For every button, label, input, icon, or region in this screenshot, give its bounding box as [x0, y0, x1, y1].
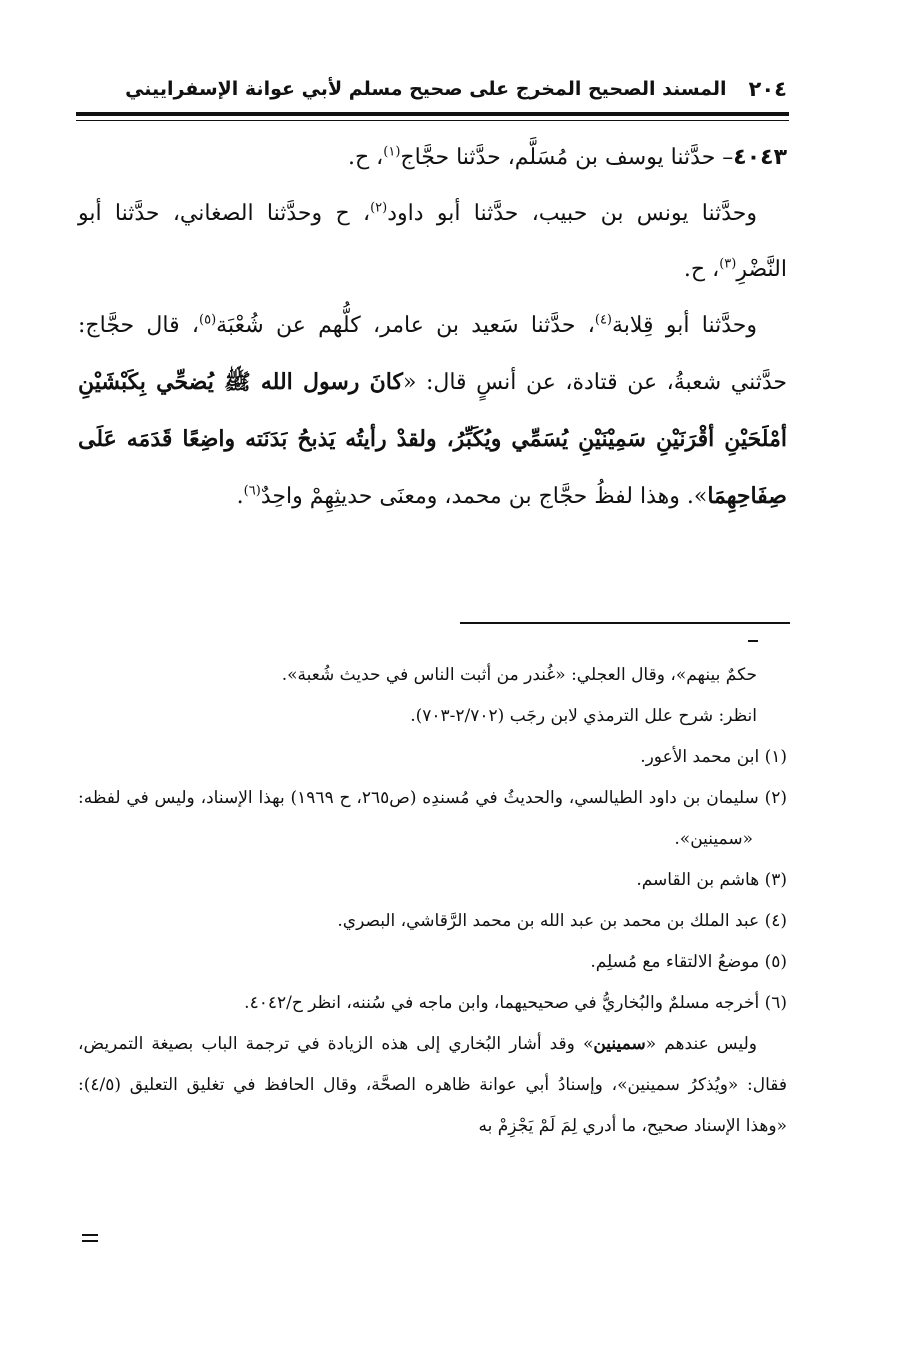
footnote-2: (٢) سليمان بن داود الطيالسي، والحديثُ في مُسندِه (ص٢٦٥، ح ١٩٦٩) بهذا الإسناد، وليس في لفظه: «سمينين».: [78, 788, 787, 849]
hadith-body: [78, 130, 787, 525]
footnote-3: (٣) هاشم بن القاسم.: [636, 870, 787, 890]
footnote-ref-2: (٢): [370, 200, 388, 216]
hadith-number: ٤٠٤٣: [733, 145, 787, 170]
footnote-ref-6: (٦): [243, 483, 261, 499]
footnote-ref-4: (٤): [594, 312, 612, 328]
footnote-6: (٦) أخرجه مسلمٌ والبُخاريُّ في صحيحيهما، وابن ماجه في سُننه، انظر ح/٤٠٤٢.: [244, 993, 787, 1013]
page-continuation-mark: [82, 1234, 98, 1244]
footnote-5: (٥) موضعُ الالتقاء مع مُسلِم.: [590, 952, 787, 972]
footnote-ref-1: (١): [383, 144, 401, 160]
footnote-6-commentary: [78, 1024, 787, 1147]
text-run: وحدَّثنا يونس بن حبيب، حدَّثنا أبو داود: [387, 201, 757, 226]
footnote-carryover-1: حكمٌ بينهم»، وقال العجلي: «غُندر من أثبت الناس في حديث شُعبة».: [281, 665, 757, 685]
text-run: .: [236, 484, 244, 509]
text-run: ، ح.: [683, 257, 720, 282]
book-title: المسند الصحيح المخرج على صحيح مسلم لأبي عوانة الإسفراييني: [125, 78, 727, 100]
text-run: ». وهذا لفظُ حجَّاج بن محمد، ومعنَى حديثِهِمْ واحِدٌ: [260, 484, 708, 509]
running-header: [78, 72, 787, 106]
page-number: ٢٠٤: [748, 77, 787, 101]
footnote-ref-5: (٥): [199, 312, 217, 328]
text-run: ، ح.: [347, 145, 384, 170]
hadith-paragraph-1: [78, 130, 787, 186]
footnote-separator: [460, 622, 790, 624]
text-run: وحدَّثنا أبو قِلابة: [612, 313, 758, 338]
hadith-matn: كانَ رسول الله ﷺ يُضحِّي بِكَبْشَيْنِ أمْلَحَيْنِ أقْرَنَيْنِ سَمِيْنَيْنِ يُسَمِّي ويُكَبِّرُ، ولقدْ رأيتُه يَذبحُ بَدَنَته واضِعًا قَدَمَه عَلَى صِفَاحِهِمَا: [78, 369, 787, 509]
header-rule-thin: [76, 120, 789, 121]
hadith-paragraph-2: [78, 186, 787, 298]
footnote-1: (١) ابن محمد الأعور.: [640, 747, 787, 767]
text-run: وليس عندهم «: [645, 1034, 757, 1054]
footnote-carryover-2: انظر: شرح علل الترمذي لابن رجَب (٢/٧٠٢-٧٠٣).: [410, 706, 757, 726]
text-run: – حدَّثنا يوسف بن مُسَلَّم، حدَّثنا حجَّاج: [400, 145, 734, 170]
continuation-mark: [748, 640, 758, 642]
hadith-paragraph-3: [78, 298, 787, 525]
header-rule-thick: [76, 112, 789, 116]
text-run: ، قال حجَّاج: حدَّثني شعبةُ، عن قتادة، عن أنسٍ قال: «: [78, 313, 788, 395]
footnotes: [78, 655, 787, 1147]
text-run: ، ح وحدَّثنا الصغاني، حدَّثنا أبو النَّضْرِ: [78, 201, 787, 282]
text-run: ، حدَّثنا سَعيد بن عامر، كلُّهم عن شُعْبَة: [216, 313, 595, 338]
footnote-ref-3: (٣): [719, 256, 737, 272]
footnote-4: (٤) عبد الملك بن محمد بن عبد الله بن محمد الرَّقاشي، البصري.: [337, 911, 787, 931]
text-run: » وقد أشار البُخاري إلى هذه الزيادة في ترجمة الباب بصيغة التمريض، فقال: «ويُذكرُ سمينين»، وإسنادُ أبي عوانة ظاهره الصحَّة، وقال الحافظ في تغليق التعليق (٤/٥): «وهذا الإسناد صحيح، ما أدري لِمَ لَمْ يَجْزِمْ به: [78, 1034, 787, 1136]
emphasis: سمينين: [593, 1034, 646, 1054]
